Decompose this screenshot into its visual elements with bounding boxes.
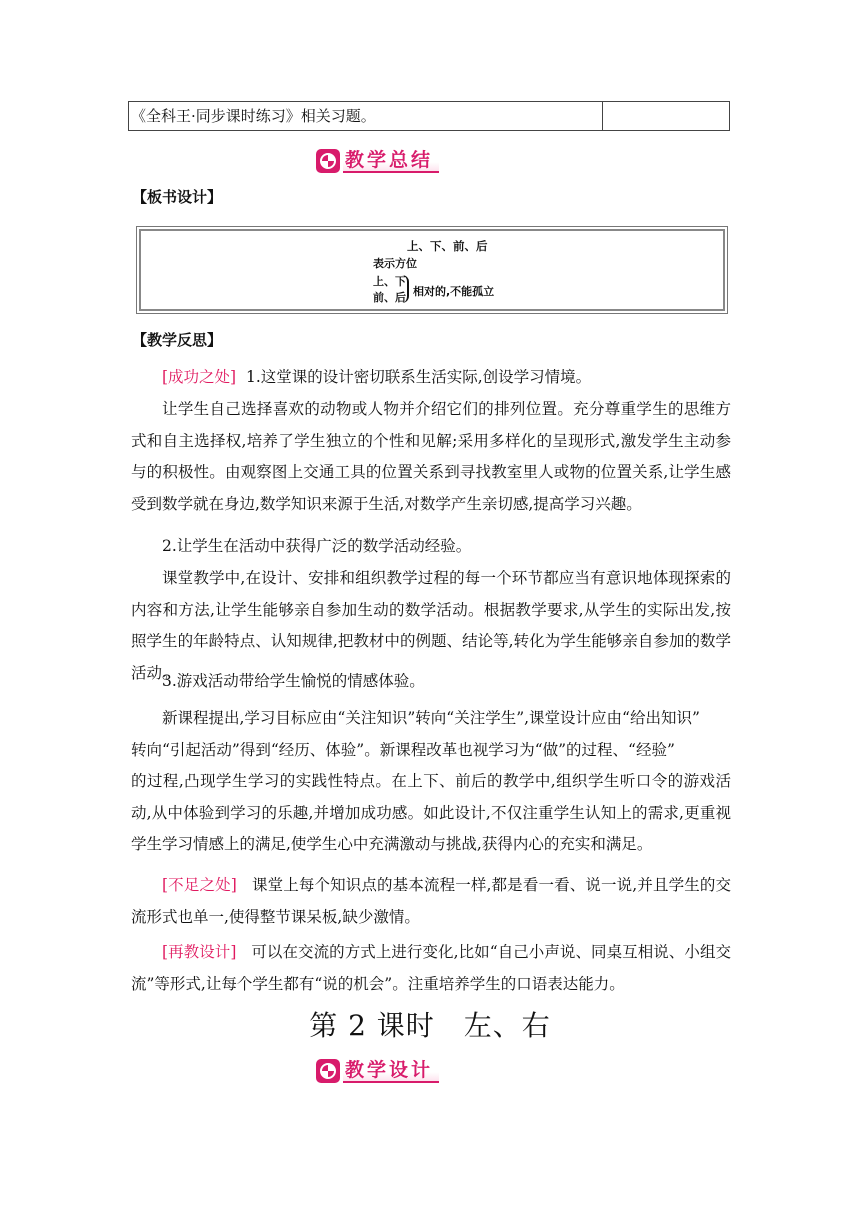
reflection-heading: 【教学反思】 — [132, 331, 223, 349]
section-banner-summary-label: 教学总结 — [343, 149, 439, 173]
spiral-logo-icon — [316, 149, 340, 173]
reflection-p6-line2: 转向“引起活动”得到“经历、体验”。新课程改革也视学习为“做”的过程、“经验” — [131, 740, 675, 759]
spiral-logo-icon — [316, 1059, 340, 1083]
reflection-paragraph-8 — [131, 937, 731, 1000]
success-tag: [成功之处] — [162, 368, 237, 386]
board-design-box — [136, 226, 728, 314]
reflection-p6-line1: 新课程提出,学习目标应由“关注知识”转向“关注学生”,课堂设计应由“给出知识” — [162, 709, 700, 727]
section-banner-summary — [316, 148, 439, 174]
exercise-table-cell: 《全科王·同步课时练习》相关习题。 — [129, 102, 603, 130]
reflection-p1-text: 1.这堂课的设计密切联系生活实际,创设学习情境。 — [245, 368, 592, 386]
shortcoming-tag: [不足之处] — [162, 876, 237, 894]
board-left-line2: 前、后 — [373, 291, 406, 304]
exercise-table — [128, 101, 730, 131]
section-banner-design — [316, 1058, 439, 1084]
reflection-paragraph-1 — [131, 362, 731, 394]
reflection-p6-rest: 的过程,凸现学生学习的实践性特点。在上下、前后的教学中,组织学生听口令的游戏活动,从中体验到学习的乐趣,并增加成功感。如此设计,不仅注重学生认知上的需求,更重视学生学习情感上的满足,使学生心中充满激动与挑战,获得内心的充实和满足。 — [131, 772, 731, 853]
reflection-p7-text: 课堂上每个知识点的基本流程一样,都是看一看、说一说,并且学生的交流形式也单一,使得整节课呆板,缺少激情。 — [131, 876, 731, 926]
reflection-paragraph-6 — [131, 703, 731, 861]
board-right-text: 相对的,不能孤立 — [413, 285, 495, 298]
reflection-p8-text: 可以在交流的方式上进行变化,比如“自己小声说、同桌互相说、小组交流”等形式,让每个学生都有“说的机会”。注重培养学生的口语表达能力。 — [131, 943, 732, 993]
reflection-paragraph-5: 3.游戏活动带给学生愉悦的情感体验。 — [162, 672, 425, 690]
brace-icon — [402, 275, 409, 303]
exercise-table-empty-cell — [603, 102, 729, 130]
board-subtitle: 表示方位 — [373, 257, 417, 270]
lesson-title: 第 2 课时 左、右 — [309, 1009, 551, 1042]
reflection-paragraph-2: 让学生自己选择喜欢的动物或人物并介绍它们的排列位置。充分尊重学生的思维方式和自主选择权,培养了学生独立的个性和见解;采用多样化的呈现形式,激发学生主动参与的积极性。由观察图上交通工具的位置关系到寻找教室里人或物的位置关系,让学生感受到数学就在身边,数学知识来源于生活,对数学产生亲切感,提高学习兴趣。 — [131, 400, 731, 513]
board-design-heading: 【板书设计】 — [132, 188, 223, 206]
section-banner-design-label: 教学设计 — [343, 1059, 439, 1083]
redesign-tag: [再教设计] — [162, 943, 237, 961]
reflection-paragraph-4: 课堂教学中,在设计、安排和组织教学过程的每一个环节都应当有意识地体现探索的内容和方法,让学生能够亲自参加生动的数学活动。根据教学要求,从学生的实际出发,按照学生的年龄特点、认知规律,把教材中的例题、结论等,转化为学生能够亲自参加的数学活动。 — [131, 569, 731, 682]
reflection-paragraph-7 — [131, 870, 731, 933]
board-left-line1: 上、下 — [373, 275, 406, 288]
reflection-paragraph-3: 2.让学生在活动中获得广泛的数学活动经验。 — [162, 537, 472, 555]
board-title: 上、下、前、后 — [407, 239, 488, 253]
